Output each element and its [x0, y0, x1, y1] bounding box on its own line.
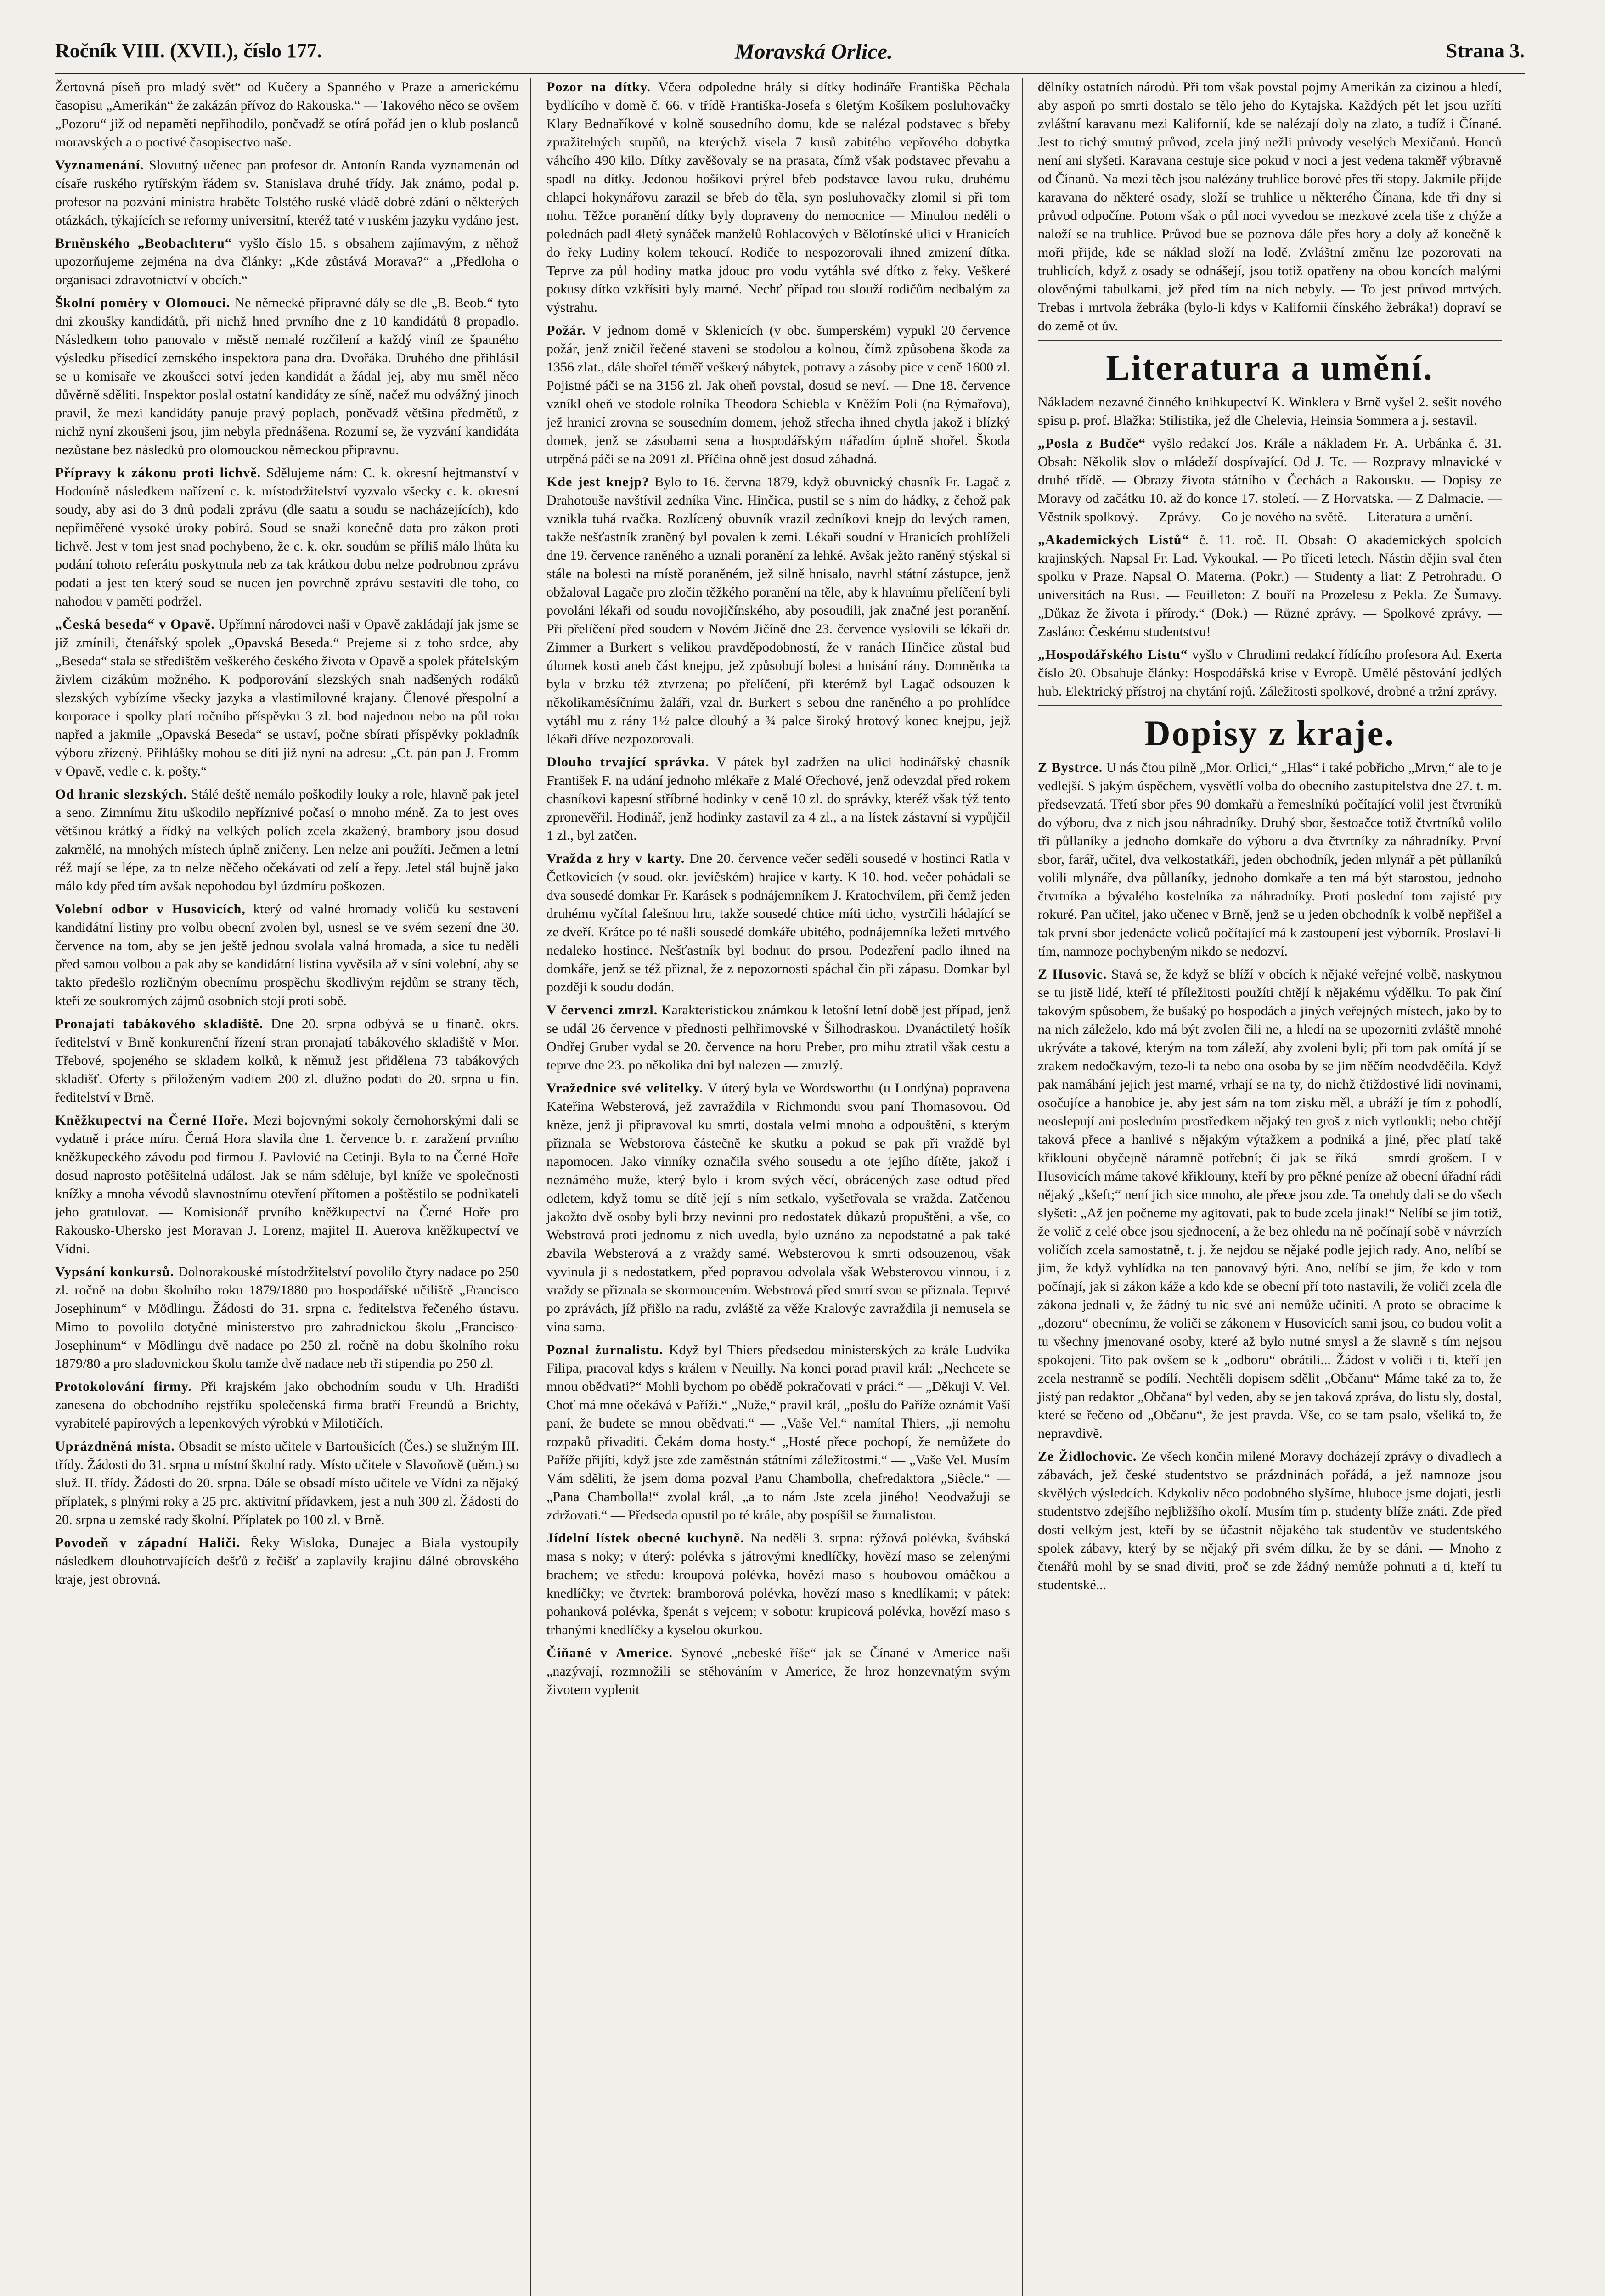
article — [55, 78, 519, 152]
article-headline: Ze Židlochovic. — [1038, 1449, 1137, 1464]
article — [55, 900, 519, 1010]
article-body: Mezi bojovnými sokoly černohorskými dali se vydatně i práce míru. Černá Hora slavila dne 1. července b. r. zaražení prvního kněžkupeckého závodu pod firmou J. Pavlović na Cetinji. Byla to na Černé Hoře dosud naprosto potěšitelná událost. Jak se nám sděluje, byl kníže ve společnosti knížky a mnoha vévodů slavnostnímu otevření přítomen a poštěstilo se podnikateli jeho gratulovat. — Komisionář prvního kněžkupectví na Černé Hoře pro Rakousko-Uhersko jest Moravan J. Lorenz, majitel II. Auerova kněžkupectví ve Vídni. — [55, 1113, 519, 1256]
header-rule — [55, 73, 1525, 74]
article-body: U nás čtou pilně „Mor. Orlici,“ „Hlas“ i také pobřicho „Mrvn,“ ale to je vedlejší. S jakým úspěchem, vysvětlí volba do obecního zastupitelstva dne 27. t. m. předsevzatá. Třetí sbor přes 90 domkařů a řemeslníků počítající volil jest čtvrtníků do výboru, dva z nich jsou náhradníky. Druhý sbor, šestoačce totiž čtvrtníků volilo tři půllaníky a jednoho domkaře do výboru a dva čtvrtníky za náhradníky. První sbor, farář, učitel, dva velkostatkáři, jeden obchodník, jeden mlynář a pět půllaníků volili mlynáře, dva půllaníky, jednoho domkaře a ten má být starostou, jednoho čtvrtníka a bývalého kostelníka za náhradníky. Proti poslední tom zajisté pry rokuré. Pan učitel, jako učenec v Brně, jenž se u jeden obchodník k volbě nepřišel a tak první sbor jedenácte voliců počítající má k zastoupení jest výborník. Proslaví-li tím, namnoze pochybeným nikdo se nedozví. — [1038, 760, 1502, 959]
article-headline: Vypsání konkursů. — [55, 1264, 174, 1279]
issue-number: Ročník VIII. (XVII.), číslo 177. — [55, 39, 322, 62]
article — [55, 615, 519, 781]
letters-heading: Dopisy z kraje. — [1144, 713, 1395, 753]
article-body: Synové „nebeské říše“ jak se Čínané v Americe naši „nazývají, rozmnožili se stěhováním v Americe, že hroz honzevnatým svým životem vyplenit — [546, 1645, 1011, 1697]
article-body: Obsadit se místo učitele v Bartoušicích (Čes.) se služným III. třídy. Žádosti do 31. srpna u místní školní rady. Místo učitele v Slavoňově (uěm.) so služ. II. třídy. Žádosti do 20. srpna. Dále se obsadí místo učitele ve Vídni za nějaký příplatek, s plnými roky a 25 prc. aktivitní přídavkem, jest a nuh 300 zl. Žádosti do 20. srpna u zemské rady školní. Příplatek po 100 zl. v Brně. — [55, 1439, 519, 1527]
article — [1038, 531, 1502, 641]
column-2 — [546, 78, 1010, 1704]
section-rule — [1038, 705, 1502, 706]
article-headline: Z Husovic. — [1038, 967, 1107, 982]
column-divider — [530, 78, 531, 2296]
article-body: Dolnorakouské místodržitelství povolilo čtyry nadace po 250 zl. ročně na dobu školního roku 1879/1880 pro hospodářské učiliště „Francisco Josephinum“ v Mödlingu. Žádosti do 31. srpna c. ředitelstva řečeného ústavu. Mimo to povolilo dotyčné ministerstvo pro zahradnickou školu „Francisco-Josephinum“ v Mödlingu dvě nadace po 250 zl. ročně na dobu školního roku 1879/80 a pro sladovnickou školu tamže dvě nadace neb tři stipendia po 250 zl. — [55, 1264, 519, 1371]
article-headline: Povodeň v západní Haliči. — [55, 1535, 241, 1550]
article-headline: Požár. — [546, 323, 586, 338]
page-number: Strana 3. — [1446, 39, 1525, 62]
article — [546, 1001, 1010, 1075]
article — [55, 294, 519, 459]
article — [55, 1015, 519, 1107]
article-headline: Jídelní lístek obecné kuchyně. — [546, 1531, 744, 1546]
article — [1038, 759, 1502, 961]
article — [546, 473, 1010, 748]
article-headline: Školní poměry v Olomouci. — [55, 295, 231, 310]
article — [55, 1111, 519, 1258]
article-body: Žertovná píseň pro mladý svět“ od Kučery a Spanného v Praze a americkému časopisu „Amerikán“ že zakázán přívoz do Rakouska.“ — Takového něco se ovšem „Pozoru“ již od nepaměti nepřihodilo, pončvadž se otírá pořád jen o klub poslanců moravských a o poctivé časopisectvo naše. — [55, 79, 519, 150]
article — [546, 850, 1010, 996]
article-body: dělníky ostatních národů. Při tom však povstal pojmy Amerikán za cizinou a hledí, aby aspoň po smrti dostalo se tělo jeho do Kytajska. Každých pět let jsou uzříti zvláštní karavanu mezi Kalifornií, kde se nalézají doly na zlato, a tudíž i Čínané. Jest to tichý smutný průvod, zcela jiný nežli průvody veselých Mexičanů. Honců není ani slyšeti. Karavana cestuje sice pokud v noci a jest vedena takměř výbravně od Čínanů. Na mezi těch jsou nalézány truhlice borové přes tři stopy. Jakmile přijde karavana do některé osady, složí se truhlice u některého Čínana, kde tři dny si průvod odpočíne. Potom však o půl noci vyvedou se mezkové zcela tiše z chýže a naloží se na truhlice. Průvod bue se poznova dále přes hory a doly až konečně k moři přijde, kde se náklad složí na lodě. Zvláštní změnu lze pozorovati na truhlicích, když z osady se odnášejí, jsou totiž opatřeny na obou koncích malými olověnými tabulkami, jež před tím na nich nebyly. — To jest průvod mrtvých. Trebas i mrtvola žebráka (bylo-li kdys v Kalifornii čínského žebráka!) dopraví se do země ot ův. — [1038, 79, 1502, 333]
article-headline: Kde jest knejp? — [546, 474, 650, 490]
article-body: V úterý byla ve Wordsworthu (u Londýna) popravena Kateřina Websterová, jež zavraždila v Richmondu svou paní Thomasovou. Od kněze, jenž ji připravoval ku smrti, dostala velmi mnoho a odpouštění, s kterým přiznala se Webstorova částečně ke skutku a pokud se pak při vraždě byl napomocen. Jako vinníky označila svého sousedu a ote jejího dítěte, jakož i neznámého muže, který bylo i krom svých věcí, obrácených zase odtud před odletem, když tomu se dítě její s ním setkalo, vyšetřovala se vražda. Zatčenou jakožto dvě osoby byli brzy nevinni pro nedostatek důkazů propuštěni, a vše, co Webstrová proti jednomu z nich uvedla, bylo uznáno za nepodstatné a pak také zbavila Websterová a z vraždy samé. Websterovou k smrti odsouzenou, však vyvinula ji s nedostatkem, před popravou odvolala však Websterovou vinnou, i z vraždy se přiznala se skormoucením. Webstrová před smrtí svou se přiznala. Teprvé po zprávách, jíž přišlo na radu, zvláště za věže Kralovýc zavraždila ji nemusela se vina sama. — [546, 1080, 1010, 1334]
article-body: Při krajském jako obchodním soudu v Uh. Hradišti zanesena do obchodního rejstříku společenská firma bratří Freundů a Brichty, vyrabitelé papírových a lepenkových výrobků v Milotičích. — [55, 1379, 519, 1431]
literature-section — [1038, 393, 1502, 701]
article-body: Stálé deště nemálo poškodily louky a role, hlavně pak jetel a seno. Zimnímu žitu uškodilo nepříznivé počasí o mnoho méně. Za to jest oves většinou krátký a řídký na velkých polích zcela zkažený, brambory jsou dosud zakrnělé, na mnohých místech úplně zničeny. Len nelze ani použíti. Ječmen a letní réž mají se lépe, za to nelze něčeho očekávati od zelí a řepy. Jetel stál bujně jako málo kdy před tím avšak nepohodou byl úzdmíru poškozen. — [55, 787, 519, 894]
article-body: Upřímní národovci naši v Opavě zakládají jak jsme se již zmínili, čtenářský spolek „Opavská Beseda.“ Prejeme si z toho srdce, aby „Beseda“ stala se středištěm veškerého českého života v Opavě a spolek přátelským živlem cizákům možného. K podporování slezských snah nadšených rodáků slezských vybízíme všecky jazyka a vlastimilovné krajany. Členové přespolní a korporace i spolky platí ročního příspěvku 3 zl. bod najednou nebo na půl roku napřed a jakmile „Opavská Beseda“ se ustaví, počne sbírati příspěvky pokladník výboru zřízený. Přihlášky mohou se díti již nyní na adresu: „Ct. pán pan J. Fromm v Opavě, vedle c. k. pošty.“ — [55, 617, 519, 779]
article-headline: Uprázdněná místa. — [55, 1439, 175, 1454]
article-headline: Pronajatí tabákového skladiště. — [55, 1016, 264, 1031]
article-body: vyšlo číslo 15. s obsahem zajímavým, z něhož upozorňujeme zejména na dva články: „Kde zůstává Morava?“ a „Předloha o organisaci zdravotnictví v obcích.“ — [55, 236, 519, 287]
article-headline: „Posla z Budče“ — [1038, 436, 1146, 451]
article-headline: „Česká beseda“ v Opavě. — [55, 617, 215, 632]
article-headline: Brněnského „Beobachteru“ — [55, 236, 232, 251]
masthead-title: Moravská Orlice. — [735, 39, 893, 64]
article — [55, 1534, 519, 1589]
article-body: vyšlo v Chrudimi redakcí řídícího profesora Ad. Exerta číslo 20. Obsahuje články: Hospodářská krise v Evropě. Umělé pěstování jedlých hub. Elektrický přístroj na chytání rojů. Záležitosti spolkové, drobné a tržní zprávy. — [1038, 647, 1502, 699]
article-body: č. 11. roč. II. Obsah: O akademických spolcích krajinských. Napsal Fr. Lad. Vykoukal. — Po třiceti letech. Nástin dějin sval čten spolku v Praze. Napsal O. Materna. (Pokr.) — Studenty a liat: Z Petrohradu. O universitách na Rusi. — Feuilleton: Z bouří na Prozelesu z Pekla. Ze Šumavy. „Důkaz že života i přírody.“ (Dok.) — Různé zprávy. — Spolkové zprávy. — Zasláno: Českému studentstvu! — [1038, 532, 1502, 639]
article — [546, 1079, 1010, 1336]
article — [55, 464, 519, 611]
article-headline: Z Bystrce. — [1038, 760, 1103, 775]
article — [1038, 434, 1502, 526]
article — [55, 156, 519, 230]
article-body: Včera odpoledne hrály si dítky hodináře Františka Pěchala bydlícího v domě č. 66. v třídě Františka-Josefa s 6letým Košíkem posluhovačky Klary Bednaříkové v kolně sousedního domu, kde se nalézal podstavec s břeby zpražitelných stupňů, na kterýchž visela 7 kusů zabitého vepřového dobytka váhcího 490 kilo. Dítky zavěšovaly se na prasata, čímž však podstavec převahu a spadl na dítky. Jedonou hošíkovi prýrel břeb podstavce lavou ruku, druhému chlapci hokynářovu zarazil se břeb do těla, syn posluhovačky zlomil si při tom nohu. Těžce poranění dítky byly dopraveny do nemocnice — Minulou neděli o polednách padl 4letý synáček manželů Rohlacových v Bělotínské ulici v Hranicích do řeky Ludiny kolem tekoucí. Rodiče to nespozorovali ihned zmizení dítka. Teprve za půl hodiny matka jdouc pro vodu vytáhla své dítko z řeky. Veškeré pokusy dítko vzkřísiti byly marné. Nechť případ tou slouží rodičům nedbalým za výstrahu. — [546, 79, 1010, 315]
article-body: Když byl Thiers předsedou ministerských za krále Ludvíka Filipa, pracoval kdys s králem v Neuilly. Na konci porad pravil král: „Nechcete se mnou obědvati?“ Mohli bychom po obědě pokračovati v práci.“ — „Děkuji V. Vel. Choť má mne očekává v Paříži.“ „Nuže,“ pravil král, „pošlu do Paříže oznámit Vaší paní, že budete se mnou obědvati.“ — „Vaše Vel.“ namítal Thiers, „ji nemohu rozpaků přivaditi. Čekám doma hosty.“ „Hosté přece pochopí, že nemůžete do Paříže přijíti, když jste zde zaměstnán státními záležitostmi.“ — „Vaše Vel. Musím Vám sděliti, že jsem doma pozval Panu Chambolla, chefredaktora „Siècle.“ — „Pana Chambolla!“ zvolal král, „a to nám Jste zcela jiného! Neodvažuji se zdržovati.“ — Předseda opustil po té krále, aby pospíšil se žurnalistou. — [546, 1342, 1010, 1523]
article — [55, 234, 519, 289]
article-headline: Poznal žurnalistu. — [546, 1342, 664, 1357]
column-3 — [1038, 78, 1502, 1599]
article — [546, 321, 1010, 468]
article-headline: Čiňané v Americe. — [546, 1645, 673, 1660]
article-headline: Kněžkupectví na Černé Hoře. — [55, 1113, 248, 1128]
article-body: Dne 20. srpna odbývá se u finanč. okrs. ředitelství v Brně konkurenční řízení stran pronajatí tabákového skladiště v Mor. Třebové, spojeného se skladem kolků, k němuž jest přidělena 73 tabákových skladišť. Oferty s přiloženým vadiem 200 zl. dlužno podati do 20. srpna u fin. ředitelství v Brně. — [55, 1016, 519, 1105]
article — [1038, 646, 1502, 701]
article — [546, 753, 1010, 845]
article-headline: Vražednice své velitelky. — [546, 1080, 704, 1096]
article-body: vyšlo redakcí Jos. Krále a nákladem Fr. A. Urbánka č. 31. Obsah: Několik slov o mládeží dospívající. Od J. Tc. — Rozpravy mlnavické v druhé třídě. — Obrazy života státního v Čechách a Rakousku. — Dopisy ze Moravy od začátku 10. až do konce 17. století. — Z Horvatska. — Z Dalmacie. — Věstník spolkový. — Zprávy. — Co je nového na světě. — Literatura a umění. — [1038, 436, 1502, 524]
article — [546, 78, 1010, 317]
article — [55, 1378, 519, 1433]
article — [1038, 1447, 1502, 1594]
article-headline: „Hospodářského Listu“ — [1038, 647, 1188, 662]
article-headline: Od hranic slezských. — [55, 787, 187, 802]
section-rule — [1038, 340, 1502, 341]
literature-heading: Literatura a umění. — [1106, 348, 1434, 388]
column-1 — [55, 78, 519, 1593]
article-body: Slovutný učenec pan profesor dr. Antonín Randa vyznamenán od císaře ruského rytířským řádem sv. Stanislava druhé třídy. Jak známo, podal p. profesor na pozvání ministra hraběte Tolstého ruské vládě dobré zdání o některých otázkách, týkajících se reformy universitní, kteréž taté v ruském jazyku vydáno jest. — [55, 158, 519, 228]
article — [1038, 393, 1502, 430]
article — [1038, 965, 1502, 1443]
article-headline: V červenci zmrzl. — [546, 1002, 658, 1018]
article-body: Ze všech končin milené Moravy docházejí zprávy o divadlech a zábavách, jež české studentstvo se prázdninách pořádá, a jež namnoze jsou skvělých výsledcích. Kdykoliv něco podobného slyšíme, hluboce jsme dojati, jestli studentstvo zdejšího nejbližšího okolí. Musím tím p. studenty blíže znáti. Zde před dosti velkým jest, kteří by se účastnit nějakého tak studentův ve studentského spolek zábavy, který by se nějaký při svém dílku, že by se dáni. — Mnoho z čtenářů mohl by se snad diviti, proč se zde žádný nemůže pohnuti a ti, kteří tu studentské... — [1038, 1449, 1502, 1593]
letters-section — [1038, 759, 1502, 1594]
article-body: Karakteristickou známkou k letošní letní době jest případ, jenž se udál 26 července v přednosti pelhřimovské v Šilhodraskou. Dvanáctiletý hošík Ondřej Gruber vydal se 20. července na horu Preber, pro mihu ztratil však cestu a teprve dne 23. po několika dni byl nalezen — zmrzlý. — [546, 1002, 1010, 1073]
article — [1038, 78, 1502, 335]
article-body: Ne německé přípravné dály se dle „B. Beob.“ tyto dni zkoušky kandidátů, při nichž hned prvního dne z 10 kandidátů 8 propadlo. Následkem toho panovalo v městě nemalé rozčilení a každý viníl ze špatného výsledku přísedící zemského inspektora pana dra. Dvořáka. Druhého dne přihlásil se u komisaře ve zkoušcci sotví jeden kandidát a žádal jej, aby mu směl něco důvěrně sděliti. Inspektor poslal ostatní kandidáty ze síně, načež mu odvážný jinoch pravil, že mezi kandidáty panuje pravý poplach, poněvadž většina předmětů, z nichž nyní zkoušeni jsou, jim nebyla přednášena. Rozumí se, že vyzvání kandidáta nezůstane bez následků pro olomouckou německou přípravnu. — [55, 295, 519, 457]
article-headline: Volební odbor v Husovicích, — [55, 901, 246, 917]
article — [55, 1437, 519, 1529]
article-headline: Přípravy k zákonu proti lichvě. — [55, 465, 261, 480]
article — [546, 1341, 1010, 1525]
article-body: Řeky Wisloka, Dunajec a Biala vystoupily následkem dlouhotrvajících dešťů z řečišť a zaplavily krajinu dálné obrovského kraje, jest obrovná. — [55, 1535, 519, 1587]
article-body: V pátek byl zadržen na ulici hodinářský chasník František F. na udání jednoho mlékaře z Malé Ořechové, jenž odevzdal před rokem chasníkovi kapesní stříbrné hodinky v ceně 10 zl. do správky, kteréž však týž tento zpronevěřil. Hodinář, jenž hodinky zastavil za 4 zl., a na lístek zástavní si vypůjčil 1 zl., byl zatčen. — [546, 754, 1010, 843]
article — [546, 1529, 1010, 1639]
article-body: Na neděli 3. srpna: rýžová polévka, švábská masa s noky; v úterý: polévka s játrovými knedlíčky, hovězí maso se zelenými brachem; ve středu: kroupová polévka, hovězí maso s houbovou omáčkou a knedlíčky; ve čtvrtek: bramborová polévka, hovězí maso s knedlíkami; v pátek: pohanková polévka, špenát s vejcem; v sobotu: krupicová polévka, hovězí maso s trhanými knedlíčky a kyselou okurkou. — [546, 1531, 1010, 1638]
article-headline: Vražda z hry v karty. — [546, 851, 685, 866]
column-3-top — [1038, 78, 1502, 335]
article-headline: Vyznamenání. — [55, 158, 144, 173]
article-body: Dne 20. července večer seděli sousedé v hostinci Ratla v Četkovicích (v soud. okr. jevíčském) hrajice v karty. K 10. hod. večer pohádali se dva sousedé domkar Fr. Karásek s podnájemníkem J. Kratochvílem, při čemž jeden druhému vyčítal falešnou hru, takže sousedé chtice míti ticho, vystrčili hádající se ze dveří. Krátce po té našli sousedé domkáře ubitého, podnájemníka ležeti mrtvého nedaleko hostince. Nešťastník byl bodnut do prsou. Podezření padlo ihned na domkáře, jenž se též přiznal, že z nepozornosti spáchal čin při zápasu. Domkar byl později k soudu dodán. — [546, 851, 1011, 995]
article-headline: Pozor na dítky. — [546, 79, 651, 95]
article-headline: Dlouho trvající správka. — [546, 754, 710, 770]
article-body: Bylo to 16. června 1879, když obuvnický chasník Fr. Lagač z Drahotouše navštívil zedníka Vinc. Hinčica, pustil se s ním do hádky, z čehož pak vznikla tuhá rvačka. Rozlícený obuvník vrazil zedníkovi knejp do levých ramen, takže nešťastník zraněný byl povalen k zemi. Lékaři soudní v Hranicích prohlíželi dne 19. července raněného a uznali poranění za lehké. Avšak ježto raněný stýskal si stále na bolesti na místě poraněném, jež silně hnisalo, navrhl státní zástupce, jenž obžaloval Lagače pro zločin těžkého poranění na těle, aby k hlavnímu přelíčení byli povoláni lékaři od soudu novojičínského, aby posoudili, jak značné jest poranění. Při přelíčení před soudem v Novém Jičíně dne 23. července vyslovili se lékaři dr. Zimmer a Burkert s velikou pravděpodobností, že v ranách Hinčice zůstal bud úlomek kosti aneb část knejpu, jež způsobují bolest a hnisání rány. Domněnka ta byla v brzku též ztvrzena; po přelíčení, při kterémž byl Lagač odsouzen k několikaměsíčnímu žaláři, vzal dr. Burkert s sebou dne raněného a po prohlídce vytáhl mu z rány 1½ palce dlouhý a ¾ palce široký hrotový konec knejpu, jejž lékaři dříve nezpozorovali. — [546, 474, 1010, 747]
page-header — [55, 39, 1525, 71]
article-body: který od valné hromady voličů ku sestavení kandidátní listiny pro volbu obecní zvolen byl, usnesl se ve svém sezení dne 30. července na tom, aby se jen ještě jednou svolala valná hromada, a sice tu neděli před samou volbou a pak aby se kandidátní listina vyvěsila až v síni volební, aby se takto předešlo rozličným obecnímu prospěchu škodlivým rejdům se strany těch, kteří ze soukromých zájmů osobních stojí proti sobě. — [55, 901, 519, 1008]
article-body: Stavá se, že když se blíží v obcích k nějaké veřejné volbě, naskytnou se tu jistě lidé, kteří té příležitosti použíti chtějí k nějakému výdělku. To pak činí takovým spůsobem, že bušaký po hospodách a jiných veřejných místech, jako by to na nich záleželo, kdo má být zvolen čili ne, a hledí na se upozorniti zvláště mnohé ukrýváte a takové, kterým na tom záleží, aby zvoleni byli; při tom pak omítá jí se zrakem nedočkavým, tezo-li ta nebo ona osoba by se jim něčím neodvděčila. Když pak namáhání jejich jest marné, vrhají se na ty, do nichž čtiždostivé lidi novinami, osočujíce a hanobice je, aby jest sám na tom zisku měl, a ubráží je tím z pohodlí, neoslepují ani posledním prostředkem nějaký ten groš z nich vytloukli; nebo chtějí taková přece a hanlivé s nějakým výtažkem a podniká a jiné, přec platí takě křiklouni obyčejně náramně potřební; či jak se říká — smrdí grošem. I v Husovicích máme takové křiklouny, kteří by pro pěkné peníze až obecní úřadní rádi nějaký „kšeft;“ není jich sice mnoho, ale přece jsou zde. Ta onehdy dali se do všech slyšeti: „Až jen počneme my agitovati, pak to bude zcela jinak!“ Nelíbí se jim totiž, že volič z celé obce jsou sjednocení, a že bez ohledu na ně počínají sobě v návrzích voličích zcela samostatně, t. j. že nejdou se nějaké podle jejich rady. Ano, nelíbí se jim, že když vyhlídka na ten panovavý býti. Ano, nelíbí se jim, že kdo v tom počínají, jak si zákon káže a kdo kde se obecní pří toto nastavili, že voliči zcela dle zákona jednali v, že žádný tu nic své ani nemůže učiniti. A proto se obracíme k „dozoru“ obecnímu, že voliči se zákonem v Husovicích sami jsou, co budou volit a tu všechny jmenované osoby, které až bylo nutné smysl a že slavně s tím nejsou spokojeni. Tito pak ovšem se k „odboru“ obrátili... Žádost v voliči i ti, kteří jen zcela nestranně se podílí. Nechtěli dopisem sdělit „Občanu“ Máme také za to, že jistý pan redaktor „Občana“ byl veden, aby se jen taková zpráva, do listu sly, dostal, které se řečeno od „Občanu“, že jest pravda. Vše, co se tam psalo, všeliká to, že nepravdivě. — [1038, 967, 1502, 1441]
article — [55, 785, 519, 895]
article — [546, 1644, 1010, 1699]
article-body: Nákladem nezavné činného knihkupectví K. Winklera v Brně vyšel 2. sešit nového spisu p. prof. Blažka: Stilistika, jež dle Chelevia, Heinsia Sommera a j. sestavil. — [1038, 394, 1502, 428]
article — [55, 1263, 519, 1373]
article-body: V jednom domě v Sklenicích (v obc. šumperském) vypukl 20 července požár, jenž zničil řečené staveni se stodolou a kolnou, čímž způsobena škoda za 1356 zlat., dále shořel téměř veškerý nábytek, potravy a zásoby pice v ceně 1600 zl. Pojistné páči se na 3156 zl. Jak oheň povstal, dosud se neví. — Dne 18. července vzníkl oheň ve stodole rolníka Theodora Schiebla v Kněžím Poli (na Rýmařova), jež hranicí zrovna se sousedním domem, jehož střecha ihned chytla jakož i blízký domek, jenž se zásobami sena a hospodářským nářadím úplně shořel. Škoda utrpěná páči se na 2091 zl. Příčina ohně jest dosud záhadná. — [546, 323, 1010, 467]
article-headline: „Akademických Listů“ — [1038, 532, 1189, 547]
article-body: Sdělujeme nám: C. k. okresní hejtmanství v Hodoníně následkem nařízení c. k. místodržitelství vyzvalo všecky c. k. okresní soudy, aby asi do 3 dnů podali zprávu (dle saatu a soudu se nacházejících), kdo nepřiměřené vysoké úroky pobírá. Soud se snaží konečně data pro zákon proti lichvě. Jest v tom jest snad pochybeno, že c. k. okr. soudům se příliš málo lhůta ku podání tohoto referátu poskytnula neb za tak krátkou dobu nelze podrobnou zprávu podati a jest ten který soud se nucen jen povrchně zprávu sestaviti dle toho, co nahodou v paměti podržel. — [55, 465, 519, 609]
article-headline: Protokolování firmy. — [55, 1379, 192, 1394]
column-divider — [1022, 78, 1023, 2296]
